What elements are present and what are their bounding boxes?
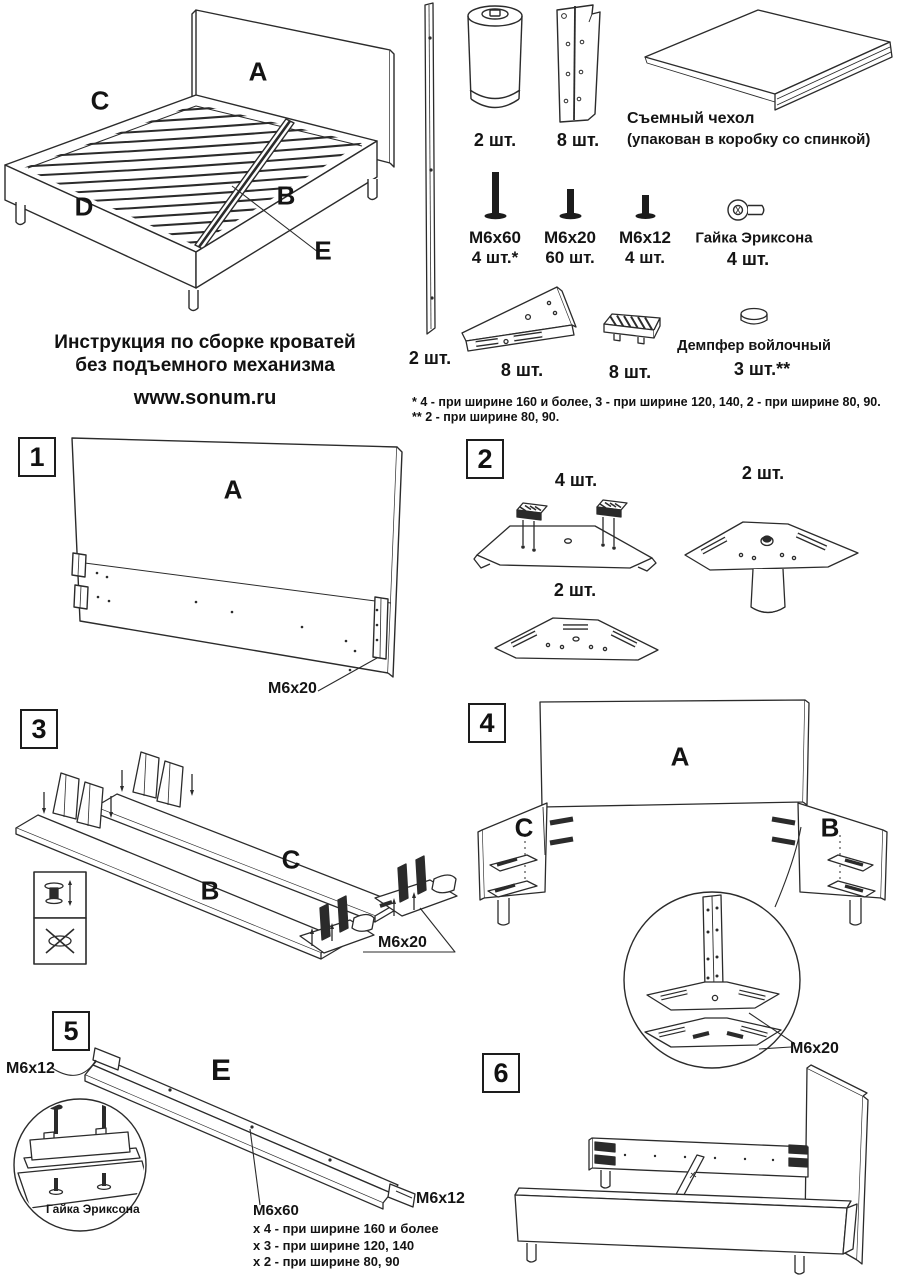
step5-screw-opt-3: x 2 - при ширине 80, 90 <box>253 1254 400 1269</box>
slat-qty: 2 шт. <box>408 347 452 368</box>
step5-callout-m6x12-right: M6x12 <box>416 1190 465 1207</box>
page-title <box>50 331 360 377</box>
bed-overview-drawing <box>0 0 410 315</box>
step5-callout-m6x12-left: M6x12 <box>6 1060 55 1077</box>
cover-part-drawing <box>640 2 895 120</box>
angle-bracket-qty: 8 шт. <box>556 129 600 150</box>
step5-screw-opt-2: x 3 - при ширине 120, 140 <box>253 1237 415 1253</box>
step-1-number: 1 <box>18 437 56 477</box>
corner-plate-part-drawing <box>452 275 592 355</box>
step1-label-a: A <box>223 474 243 505</box>
footnote-2: ** 2 - при ширине 80, 90. <box>412 410 560 424</box>
screw-m6x20-label <box>535 228 605 267</box>
screw-m6x20-qty: 60 шт. <box>545 247 595 267</box>
angle-bracket-part-drawing <box>548 2 606 126</box>
screw-m6x12-size: М6х12 <box>619 228 671 247</box>
screw-m6x20-drawing <box>558 189 584 225</box>
slat-holder-qty: 8 шт. <box>608 361 652 382</box>
step1-callout-m6x20: M6x20 <box>268 680 317 697</box>
step-6-drawing <box>495 1058 900 1280</box>
screw-m6x60-label <box>460 228 530 267</box>
step3-callout-m6x20: M6x20 <box>378 934 427 951</box>
slat-holder-part-drawing <box>598 310 666 352</box>
bed-part-label-e: E <box>314 235 332 266</box>
felt-damper-label: Демпфер войлочный <box>677 337 831 354</box>
step2-qty-holders: 4 шт. <box>554 469 598 490</box>
step5-nut-label: Гайка Эриксона <box>46 1202 140 1216</box>
corner-plate-qty: 8 шт. <box>500 359 544 380</box>
website-url: www.sonum.ru <box>133 387 277 409</box>
step5-screw-opt-1: x 4 - при ширине 160 и более <box>253 1221 439 1236</box>
felt-damper-qty: 3 шт.** <box>733 358 791 379</box>
step4-label-c: C <box>514 812 534 843</box>
step5-screw-options <box>253 1221 439 1271</box>
step-3-number: 3 <box>20 709 58 749</box>
cover-title: Съемный чехол <box>627 110 755 127</box>
step-2-drawing <box>460 455 900 690</box>
bed-part-label-a: A <box>248 56 268 87</box>
step-2-number: 2 <box>466 439 504 479</box>
footnotes <box>412 395 892 425</box>
bed-part-label-c: C <box>90 85 110 116</box>
bed-part-label-d: D <box>74 191 94 222</box>
step4-label-b: B <box>820 812 840 843</box>
cover-note: (упакован в коробку со спинкой) <box>627 131 871 148</box>
screw-m6x60-size: М6х60 <box>469 228 521 247</box>
screw-m6x12-label <box>610 228 680 267</box>
erikson-nut-label: Гайка Эриксона <box>695 229 813 247</box>
step5-label-e: E <box>210 1054 232 1088</box>
step2-qty-plates: 2 шт. <box>553 579 597 600</box>
step4-label-a: A <box>670 741 690 772</box>
footnote-1: * 4 - при ширине 160 и более, 3 - при ширине 120, 140, 2 - при ширине 80, 90. <box>412 395 881 409</box>
leg-qty: 2 шт. <box>473 129 517 150</box>
erikson-nut-qty: 4 шт. <box>726 248 770 269</box>
step5-screw-title: M6x60 <box>253 1202 299 1219</box>
title-line-1: Инструкция по сборке кроватей <box>54 332 356 353</box>
step-5-number: 5 <box>52 1011 90 1051</box>
step3-label-c: C <box>281 844 301 875</box>
step2-qty-leg-plates: 2 шт. <box>741 462 785 483</box>
bed-part-label-b: B <box>276 180 296 211</box>
erikson-nut-drawing <box>726 197 768 225</box>
step3-label-b: B <box>200 875 220 906</box>
screw-m6x60-drawing <box>483 172 509 224</box>
step-1-drawing <box>50 425 400 710</box>
screw-m6x12-drawing <box>634 195 658 225</box>
title-line-2: без подъемного механизма <box>75 355 335 376</box>
felt-damper-drawing <box>738 307 770 331</box>
screw-m6x20-size: М6х20 <box>544 228 596 247</box>
screw-m6x60-qty: 4 шт.* <box>471 247 519 267</box>
step4-callout-m6x20: M6x20 <box>790 1040 839 1057</box>
leg-part-drawing <box>462 2 528 124</box>
step-4-number: 4 <box>468 703 506 743</box>
screw-m6x12-qty: 4 шт. <box>625 247 665 267</box>
step-6-number: 6 <box>482 1053 520 1093</box>
